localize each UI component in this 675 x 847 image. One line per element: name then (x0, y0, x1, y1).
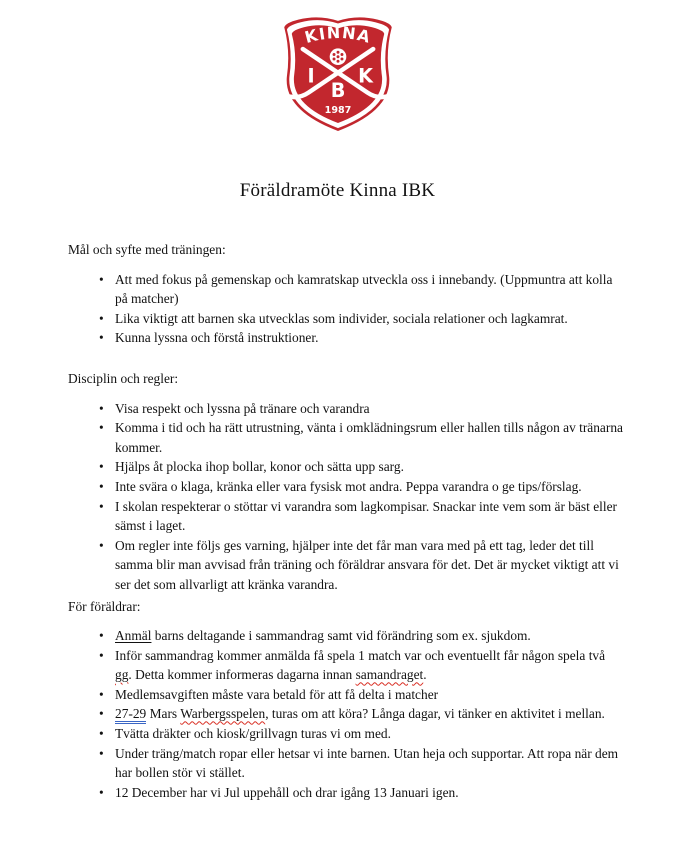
section-heading: För föräldrar: (68, 598, 141, 614)
logo-letter-k: K (357, 64, 373, 88)
text-run: Under träng/match ropar eller hetsar vi inte barnen. Utan heja och supportar. Att ropa när dem har bollen stör vi stället. (115, 745, 619, 781)
section-heading: Mål och syfte med träningen: (68, 242, 226, 257)
section (68, 240, 624, 348)
list-item (68, 457, 624, 477)
text-run: I skolan respekterar o stöttar vi varandra som lagkompisar. Snackar inte vem som är bäst eller sämst i laget. (115, 498, 617, 534)
list-item (68, 744, 624, 783)
list-item (68, 685, 624, 705)
bullet-list (68, 626, 624, 802)
logo-letter-b: B (330, 79, 345, 103)
list-item (68, 399, 624, 419)
document-body (68, 240, 624, 802)
logo-letter-i: I (307, 64, 315, 88)
text-run: Kunna lyssna och förstå instruktioner. (115, 330, 319, 346)
list-item (68, 783, 624, 803)
misspelled-word: samandraget (355, 667, 424, 683)
section (68, 369, 624, 595)
text-run: . (423, 667, 427, 683)
text-run: Inför sammandrag kommer anmälda få spela 1 match var och eventuellt får någon spela två (115, 647, 606, 663)
page-title: Föräldramöte Kinna IBK (239, 180, 436, 201)
text-run: Att med fokus på gemenskap och kamratskap utveckla oss i innebandy. (Uppmuntra att kolla på matcher) (115, 271, 613, 307)
club-name-text: KINNA (302, 22, 373, 48)
list-item (68, 328, 624, 348)
list-item (68, 418, 624, 457)
text-run: Om regler inte följs ges varning, hjälper inte det får man vara med på ett tag, leder det till samma blir man avvisad från träning och föräldrar ansvara för det. Det är mycket viktigt att vi ser det som allvarligt att kränka varandra. (115, 537, 619, 592)
text-run: Inte svära o klaga, kränka eller vara fysisk mot andra. Peppa varandra o ge tips/förslag. (115, 478, 582, 494)
list-item (68, 536, 624, 595)
text-run: Komma i tid och ha rätt utrustning, vänta i omklädningsrum eller hallen tills någon av tränarna kommer. (115, 420, 623, 455)
club-logo (0, 12, 675, 136)
text-run: 12 December har vi Jul uppehåll och drar igång 13 Januari igen. (115, 784, 459, 800)
list-item (68, 646, 624, 685)
misspelled-word: gg (115, 667, 129, 683)
list-item (68, 724, 624, 744)
club-crest-icon (274, 12, 402, 136)
text-run: Mars (146, 706, 181, 722)
floorball-icon (329, 48, 346, 65)
grammar-flagged-text: 27-29 (115, 706, 146, 724)
list-item (68, 270, 624, 309)
bullet-list (68, 399, 624, 595)
bullet-list (68, 270, 624, 348)
text-run: . Detta kommer informeras dagarna innan (128, 667, 356, 683)
underlined-text: Anmäl (115, 628, 152, 644)
list-item (68, 497, 624, 536)
list-item (68, 704, 624, 724)
text-run: Medlemsavgiften måste vara betald för att få delta i matcher (115, 686, 439, 702)
list-item (68, 309, 624, 329)
list-item (68, 477, 624, 497)
text-run: , turas om att köra? Långa dagar, vi tänker en aktivitet i mellan. (265, 706, 605, 722)
text-run: Visa respekt och lyssna på tränare och varandra (115, 400, 370, 416)
text-run: Hjälps åt plocka ihop bollar, konor och sätta upp sarg. (115, 459, 404, 475)
section-heading: Disciplin och regler: (68, 370, 179, 386)
text-run: barns deltagande i sammandrag samt vid förändring som ex. sjukdom. (151, 628, 531, 644)
section (68, 597, 624, 803)
list-item (68, 626, 624, 646)
logo-year: 1987 (324, 105, 351, 117)
misspelled-word: Warbergsspelen (180, 706, 266, 722)
text-run: Tvätta dräkter och kiosk/grillvagn turas vi om med. (115, 726, 391, 742)
text-run: Lika viktigt att barnen ska utvecklas som individer, sociala relationer och lagkamrat. (115, 310, 568, 326)
